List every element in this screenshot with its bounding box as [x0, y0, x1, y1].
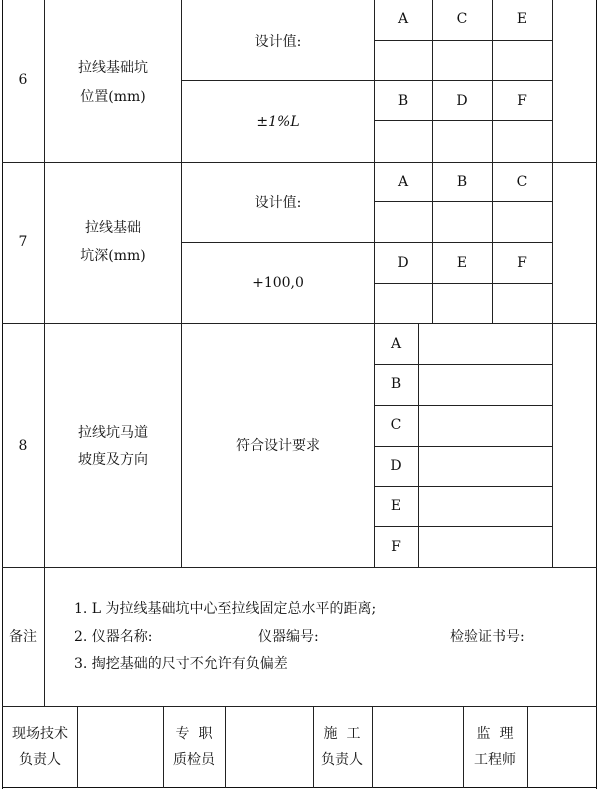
- row6-letter-top-2: C: [456, 11, 468, 27]
- sig-qc-line1: 专 职: [175, 726, 213, 742]
- sig-rule-5: [372, 706, 373, 788]
- sig-supervisor-line1: 监 理: [476, 726, 514, 742]
- sig-rule-3: [225, 706, 226, 788]
- grid-col-rule-1: [432, 0, 433, 324]
- row8-letter-3: C: [390, 417, 402, 433]
- sig-site-tech-line1: 现场技术: [12, 726, 68, 742]
- row7-letter-top-3: C: [516, 174, 528, 190]
- row6-design-label: 设计值:: [254, 34, 302, 50]
- row6-item-line2: 位置(mm): [80, 89, 146, 105]
- row6-bottom-rule: [2, 162, 597, 163]
- row6-letter-bottom-1: B: [397, 93, 409, 109]
- sig-qc-line2: 质检员: [173, 752, 215, 768]
- row7-item-line2: 坑深(mm): [80, 248, 146, 264]
- col-no-rule: [44, 0, 45, 707]
- frame-right: [596, 0, 597, 789]
- sig-supervisor-line2: 工程师: [474, 752, 516, 768]
- row8-letter-4: D: [390, 458, 402, 474]
- remarks-line-2b: 仪器编号:: [258, 629, 319, 645]
- sig-rule-6: [463, 706, 464, 788]
- row8-grid-rule-2: [374, 405, 553, 406]
- row8-letter-col-rule: [418, 323, 419, 568]
- row6-letter-bottom-2: D: [456, 93, 468, 109]
- row7-grid-rule-b: [374, 283, 553, 284]
- frame-left: [2, 0, 3, 789]
- remarks-bottom-rule: [2, 706, 597, 707]
- frame-bottom: [2, 787, 597, 788]
- row7-letter-bottom-2: E: [456, 255, 468, 271]
- row6-letter-top-3: E: [516, 11, 528, 27]
- col-grid-left-rule: [374, 0, 375, 568]
- row6-mid-rule: [181, 80, 553, 81]
- row8-letter-5: E: [390, 498, 402, 514]
- row7-letter-bottom-3: F: [517, 255, 527, 271]
- row6-grid-rule-b: [374, 120, 553, 121]
- row7-tolerance: +100,0: [252, 275, 304, 291]
- row7-letter-bottom-1: D: [397, 255, 409, 271]
- col-grid-right-rule: [552, 0, 553, 568]
- row8-item-line1: 拉线坑马道: [78, 425, 148, 441]
- row8-grid-rule-4: [374, 486, 553, 487]
- row6-letter-bottom-3: F: [517, 93, 527, 109]
- row6-number: 6: [18, 72, 28, 88]
- remarks-line-2c: 检验证书号:: [450, 629, 525, 645]
- row6-tolerance: ±1%L: [256, 114, 300, 130]
- row7-grid-rule-a: [374, 201, 553, 202]
- row8-letter-6: F: [391, 539, 401, 555]
- remarks-line-2a: 2. 仪器名称:: [74, 629, 153, 645]
- row7-design-label: 设计值:: [254, 195, 302, 211]
- row7-letter-top-1: A: [397, 174, 409, 190]
- row8-letter-2: B: [390, 376, 402, 392]
- row8-grid-rule-5: [374, 526, 553, 527]
- row6-letter-top-1: A: [397, 11, 409, 27]
- row8-letter-1: A: [390, 336, 402, 352]
- row7-item-line1: 拉线基础: [85, 220, 141, 236]
- sig-rule-2: [163, 706, 164, 788]
- row8-number: 8: [18, 438, 28, 454]
- sig-site-tech-line2: 负责人: [19, 752, 61, 768]
- row7-bottom-rule: [2, 323, 597, 324]
- remarks-line-3: 3. 掏挖基础的尺寸不允许有负偏差: [74, 656, 288, 672]
- row7-number: 7: [18, 234, 28, 250]
- row8-grid-rule-3: [374, 446, 553, 447]
- row7-mid-rule: [181, 242, 553, 243]
- sig-construction-line1: 施 工: [323, 726, 361, 742]
- row6-grid-rule-a: [374, 40, 553, 41]
- grid-col-rule-2: [492, 0, 493, 324]
- row8-bottom-rule: [2, 567, 597, 568]
- row6-item-line1: 拉线基础坑: [78, 60, 148, 76]
- row8-grid-rule-1: [374, 364, 553, 365]
- remarks-line-1: 1. L 为拉线基础坑中心至拉线固定总水平的距离;: [74, 601, 377, 617]
- col-item-rule: [181, 0, 182, 568]
- sig-rule-4: [313, 706, 314, 788]
- row7-letter-top-2: B: [456, 174, 468, 190]
- row8-requirement: 符合设计要求: [236, 438, 320, 454]
- row8-item-line2: 坡度及方向: [78, 452, 148, 468]
- sig-construction-line2: 负责人: [321, 752, 363, 768]
- remarks-label: 备注: [9, 629, 37, 645]
- sig-rule-1: [77, 706, 78, 788]
- sig-rule-7: [527, 706, 528, 788]
